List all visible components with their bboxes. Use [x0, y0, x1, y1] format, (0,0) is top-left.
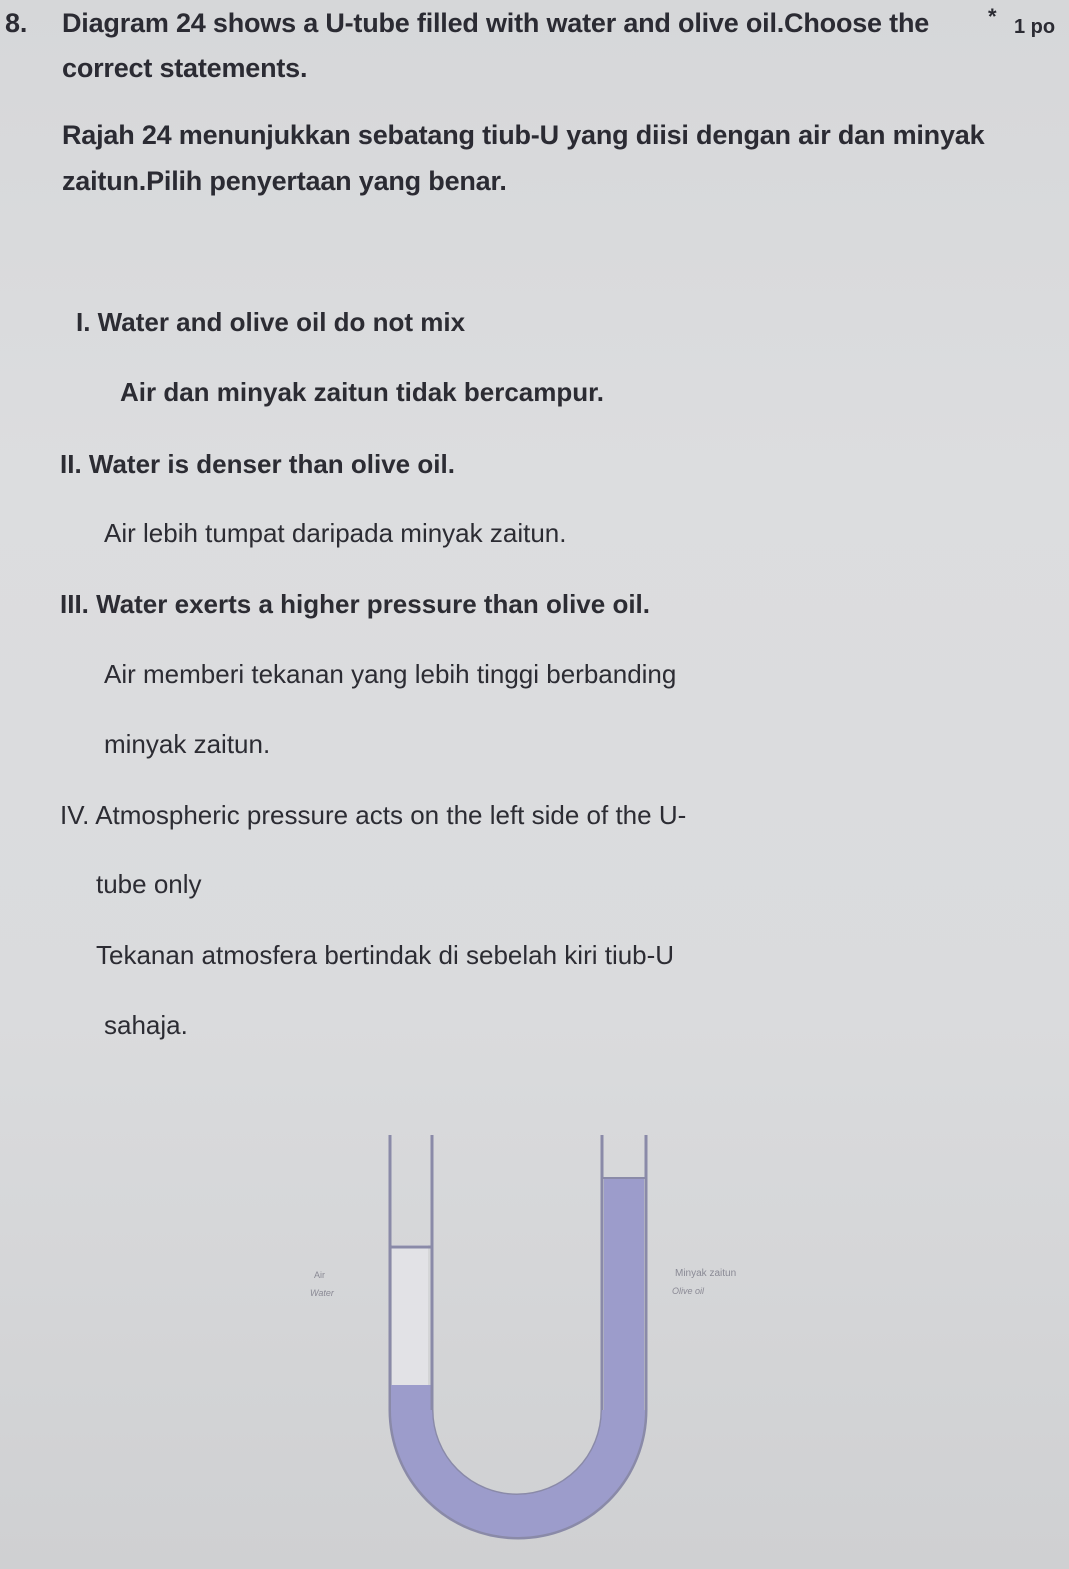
- statement-1-malay: Air dan minyak zaitun tidak bercampur.: [120, 377, 605, 407]
- statement-4-english-line2: tube only: [96, 869, 202, 899]
- label-olive-oil-malay: Minyak zaitun: [675, 1268, 737, 1279]
- statement-4-malay-line1: Tekanan atmosfera bertindak di sebelah kiri tiub-U: [96, 940, 675, 970]
- statement-2-malay: Air lebih tumpat daripada minyak zaitun.: [104, 518, 567, 548]
- question-number: 8.: [5, 8, 28, 38]
- label-olive-oil-english: Olive oil: [672, 1286, 705, 1296]
- statement-4-english-line1: IV. Atmospheric pressure acts on the left side of the U-: [60, 800, 687, 830]
- points-label: 1 po: [1014, 16, 1056, 38]
- question-text-malay-line1: Rajah 24 menunjukkan sebatang tiub-U yang diisi dengan air dan minyak: [62, 120, 985, 150]
- statement-4-malay-line2: sahaja.: [104, 1010, 188, 1040]
- air-column-left: [392, 1245, 428, 1385]
- statement-2-english: II. Water is denser than olive oil.: [60, 449, 455, 479]
- question-text-english-line1: Diagram 24 shows a U-tube filled with water and olive oil.Choose the: [62, 8, 930, 38]
- statement-3-english: III. Water exerts a higher pressure than olive oil.: [60, 589, 651, 619]
- label-water-english: Water: [310, 1288, 334, 1298]
- label-air-malay: Air: [314, 1270, 325, 1280]
- statement-3-malay-line2: minyak zaitun.: [104, 729, 271, 759]
- statement-1-english: I. Water and olive oil do not mix: [76, 307, 466, 337]
- question-text-english-line2: correct statements.: [62, 53, 308, 83]
- u-tube-diagram: [290, 1120, 850, 1560]
- question-text-malay-line2: zaitun.Pilih penyertaan yang benar.: [62, 166, 507, 196]
- required-asterisk: *: [988, 4, 997, 29]
- statement-3-malay-line1: Air memberi tekanan yang lebih tinggi berbanding: [104, 659, 677, 689]
